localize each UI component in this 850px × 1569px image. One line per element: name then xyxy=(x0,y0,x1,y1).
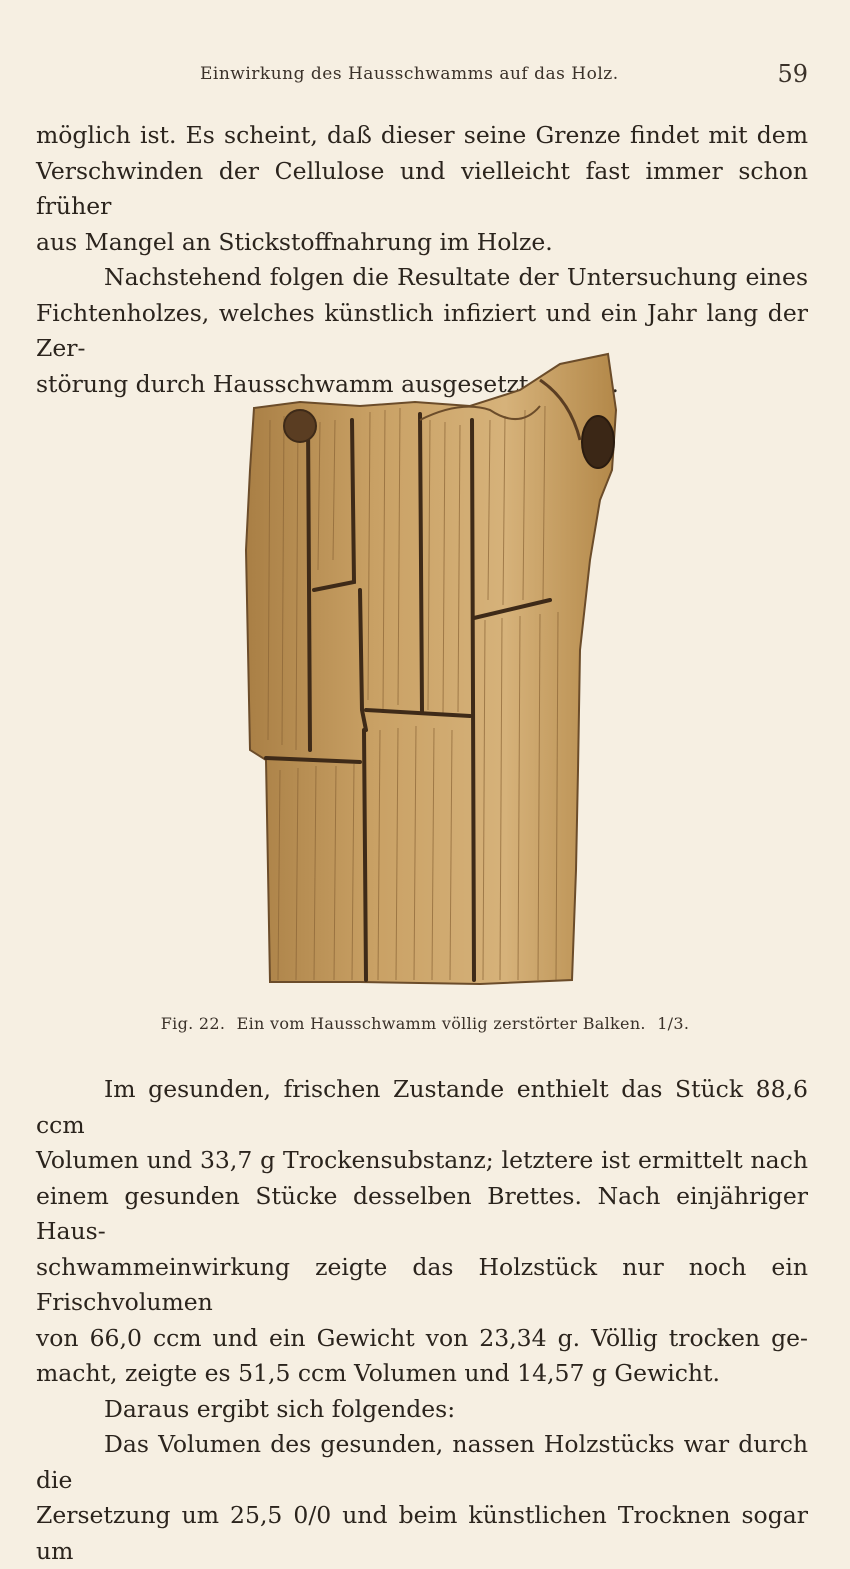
knot-right xyxy=(582,416,614,468)
text-line: Zersetzung um 25,5 0/0 und beim künstlichen Trocknen sogar um xyxy=(36,1501,808,1565)
text-line: Im gesunden, frischen Zustande enthielt das Stück 88,6 ccm xyxy=(36,1075,808,1139)
figure-wood-beam xyxy=(240,350,620,990)
figure-scale: 1/3. xyxy=(657,1014,690,1033)
text-line: schwammeinwirkung zeigte das Holzstück nur noch ein Frischvolumen xyxy=(36,1252,808,1316)
text-line: macht, zeigte es 51,5 ccm Volumen und 14,57 g Gewicht. xyxy=(36,1359,720,1387)
text-line: aus Mangel an Stickstoffnahrung im Holze. xyxy=(36,227,553,256)
text-line: einem gesunden Stücke desselben Brettes. Nach einjähriger Haus- xyxy=(36,1181,808,1245)
text-line: Fichtenholzes, welches künstlich infiziert und ein Jahr lang der Zer- xyxy=(36,298,808,362)
decayed-beam-illustration xyxy=(240,350,620,990)
figure-label: Fig. 22. xyxy=(160,1014,226,1033)
page-number: 59 xyxy=(777,60,808,88)
text-line: Nachstehend folgen die Resultate der Untersuchung eines xyxy=(104,263,808,291)
text-line: Das Volumen des gesunden, nassen Holzstücks war durch die xyxy=(36,1430,808,1494)
text-line: von 66,0 ccm und ein Gewicht von 23,34 g. Völlig trocken ge- xyxy=(36,1323,808,1352)
running-title: Einwirkung des Hausschwamms auf das Holz. xyxy=(200,64,619,84)
text-line: Daraus ergibt sich folgendes: xyxy=(104,1394,456,1423)
knot-left xyxy=(284,410,316,442)
text-block-bottom xyxy=(36,1072,808,1569)
text-line: Volumen und 33,7 g Trockensubstanz; letztere ist ermittelt nach xyxy=(36,1146,808,1174)
text-line: störung durch Hausschwamm ausgesetzt wurde. xyxy=(36,369,619,398)
text-line: Verschwinden der Cellulose und vielleicht fast immer schon früher xyxy=(36,156,808,220)
running-head xyxy=(0,60,850,94)
text-line: möglich ist. Es scheint, daß dieser seine Grenze findet mit dem xyxy=(36,121,808,149)
figure-caption xyxy=(0,1014,850,1033)
figure-caption-text: Ein vom Hausschwamm völlig zerstörter Balken. xyxy=(236,1014,646,1033)
